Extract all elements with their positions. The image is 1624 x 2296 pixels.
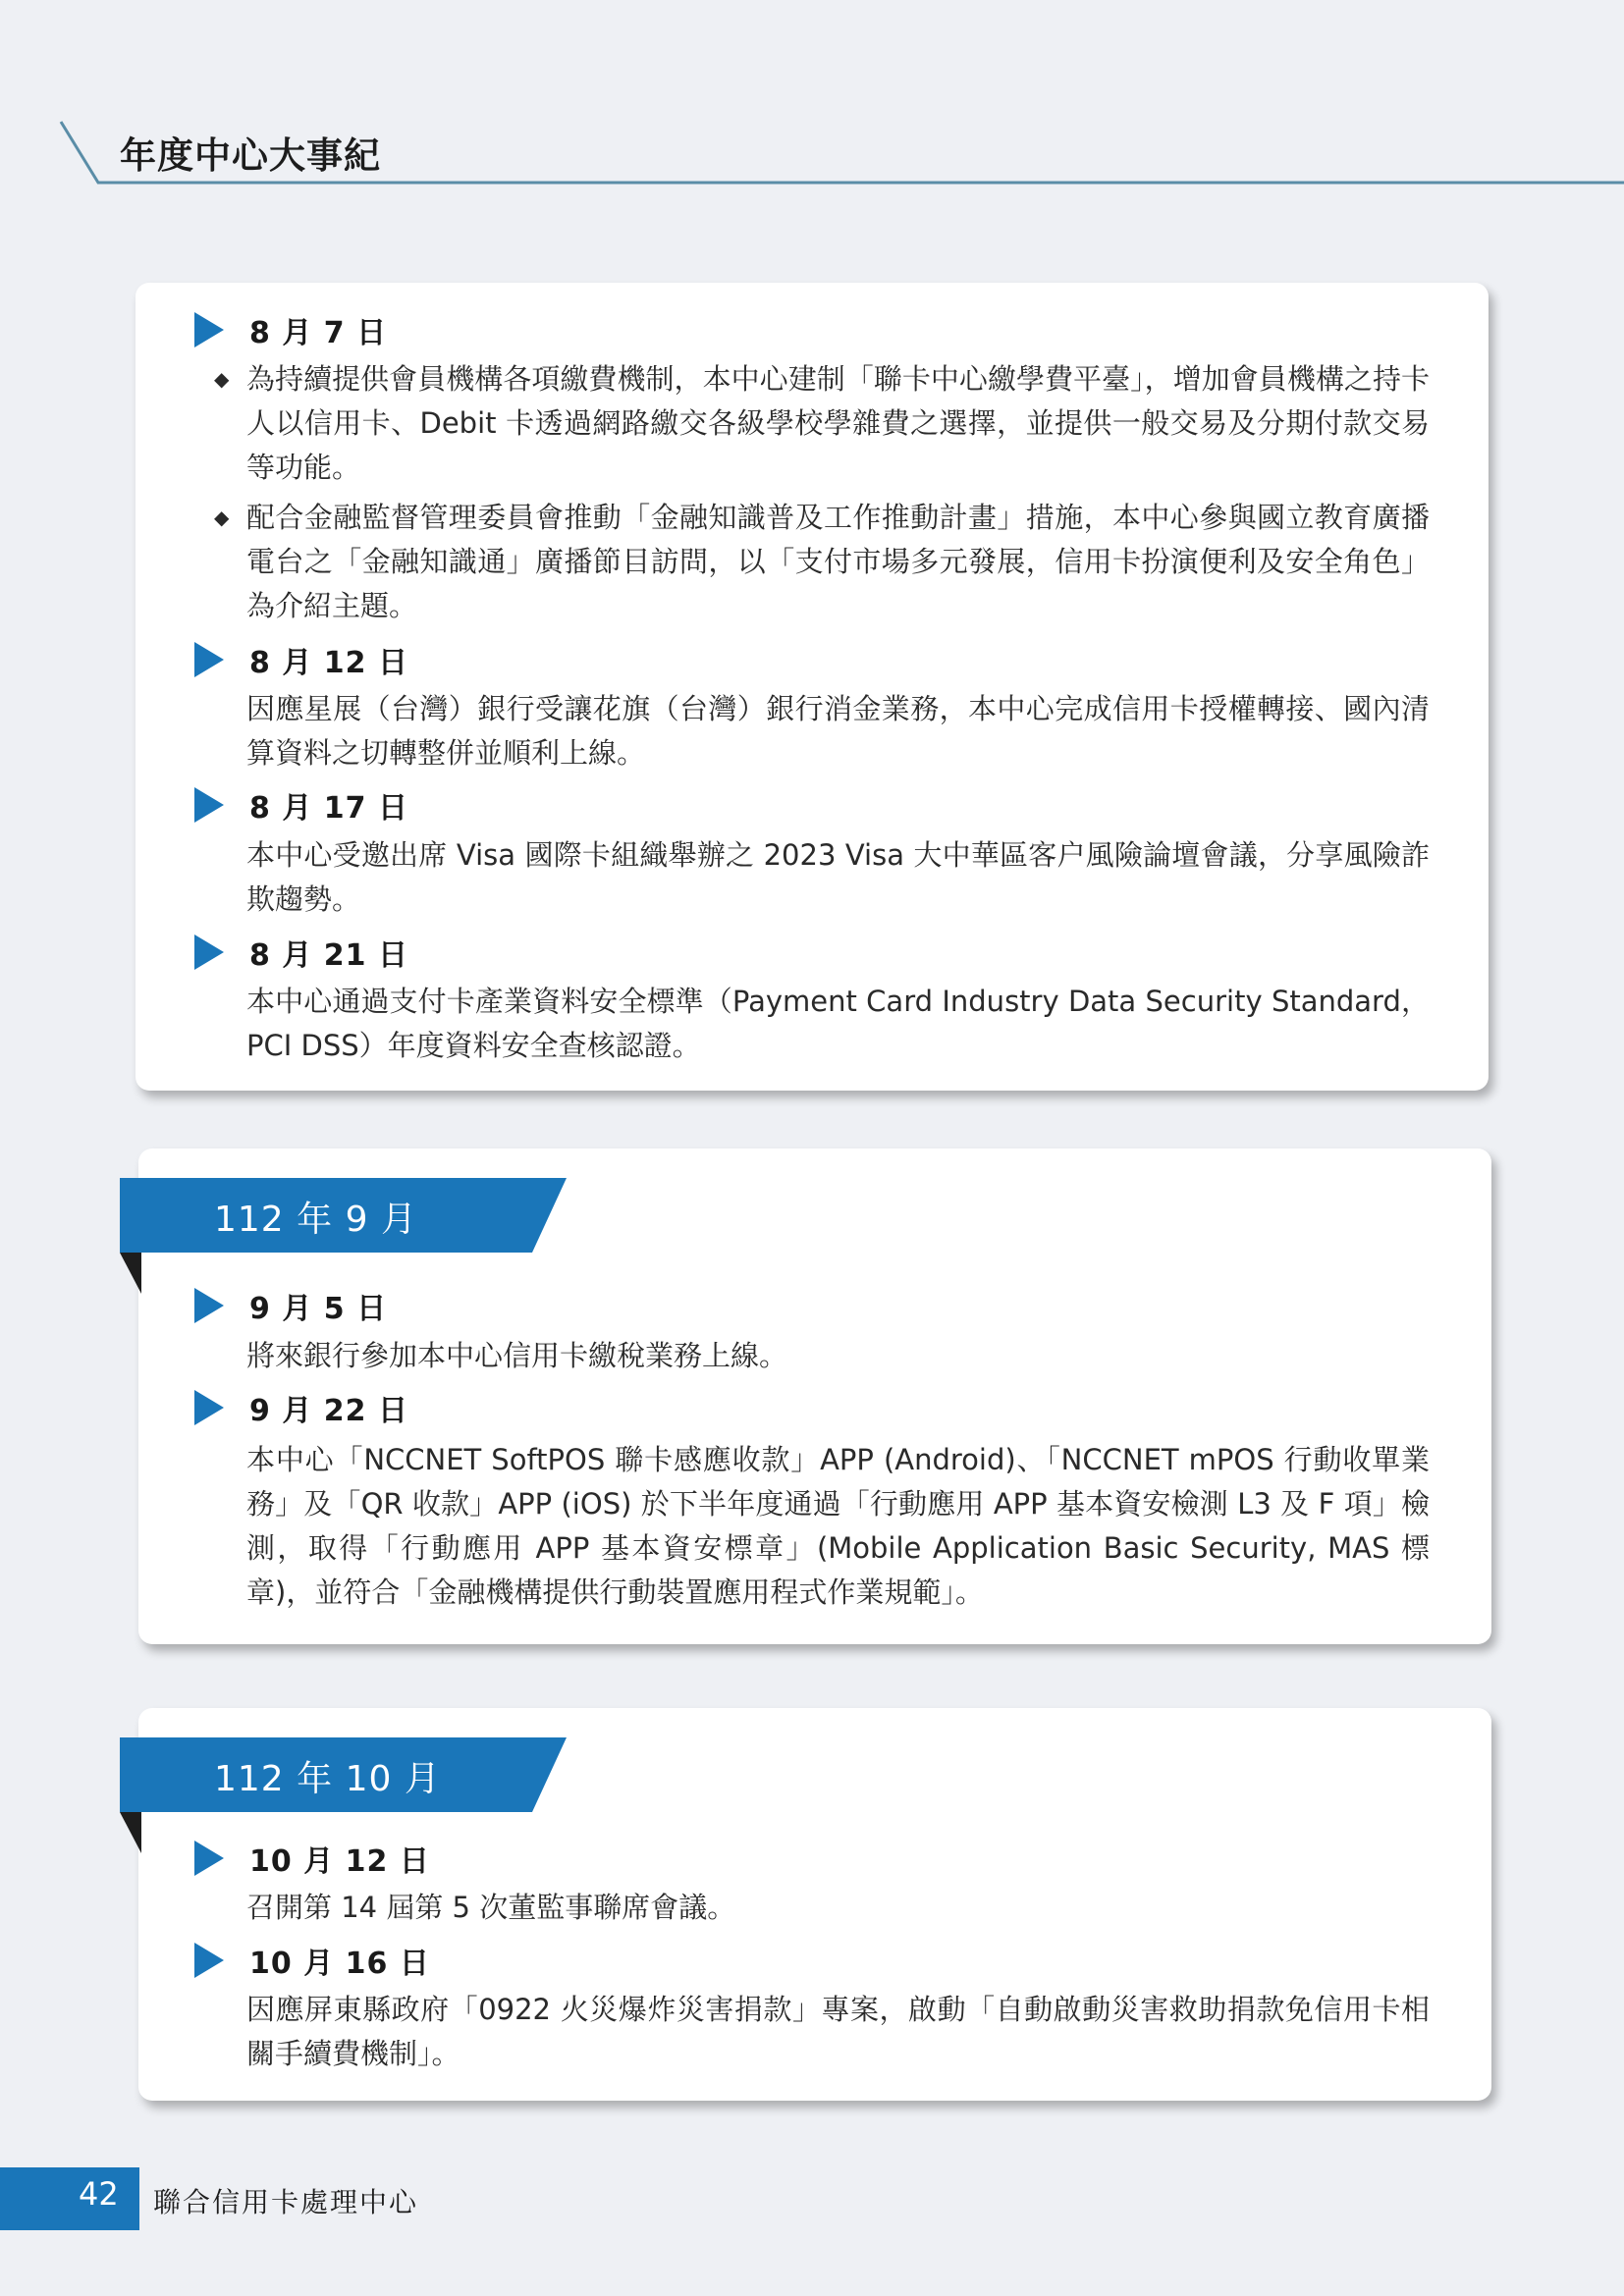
entry-date: 8 月 12 日 — [249, 646, 408, 680]
month-label: 112 年 10 月 — [214, 1759, 441, 1799]
triangle-bullet-icon — [194, 312, 224, 347]
diamond-bullet-icon: ◆ — [214, 506, 230, 529]
page-number: 42 — [79, 2175, 119, 2213]
triangle-bullet-icon — [194, 642, 224, 677]
entry-sep22-heading — [194, 1388, 408, 1427]
entry-aug17-heading — [194, 785, 408, 825]
entry-text: 本中心「NCCNET SoftPOS 聯卡感應收款」APP (Android)、「NCCNET mPOS 行動收單業務」及「QR 收款」APP (iOS) 於下半年度通過「行動應用 APP 基本資安檢測 L3 及 F 項」檢測，取得「行動應用 APP 基本資安標章」(Mobile Application Basic Security, MAS 標章)，並符合「金融機構提供行動裝置應用程式作業規範」。 — [246, 1443, 1430, 1609]
entry-date: 9 月 5 日 — [249, 1292, 388, 1326]
entry-oct16-heading — [194, 1941, 430, 1980]
triangle-bullet-icon — [194, 934, 224, 970]
bullet-text: 配合金融監督管理委員會推動「金融知識普及工作推動計畫」措施，本中心參與國立教育廣播電台之「金融知識通」廣播節目訪問，以「支付市場多元發展，信用卡扮演便利及安全角色」為介紹主題。 — [246, 501, 1430, 622]
entry-text: 召開第 14 屆第 5 次董監事聯席會議。 — [246, 1891, 736, 1924]
triangle-bullet-icon — [194, 1288, 224, 1323]
entry-date: 10 月 16 日 — [249, 1947, 430, 1981]
entry-text: 本中心受邀出席 Visa 國際卡組織舉辦之 2023 Visa 大中華區客户風險論壇會議，分享風險詐欺趨勢。 — [246, 838, 1430, 916]
entry-date: 8 月 17 日 — [249, 791, 408, 826]
diamond-bullet-icon: ◆ — [214, 367, 230, 391]
month-banner-september — [120, 1178, 571, 1268]
entry-date: 9 月 22 日 — [249, 1394, 408, 1428]
entry-text: 將來銀行參加本中心信用卡繳稅業務上線。 — [246, 1339, 788, 1372]
entry-text: 因應屏東縣政府「0922 火災爆炸災害捐款」專案，啟動「自動啟動災害救助捐款免信用卡相關手續費機制」。 — [246, 1993, 1430, 2070]
month-label: 112 年 9 月 — [214, 1200, 417, 1240]
entry-date: 10 月 12 日 — [249, 1844, 430, 1879]
entry-aug21-heading — [194, 933, 408, 972]
bullet-text: 為持續提供會員機構各項繳費機制，本中心建制「聯卡中心繳學費平臺」，增加會員機構之持卡人以信用卡、Debit 卡透過網路繳交各級學校學雜費之選擇，並提供一般交易及分期付款交易等功能。 — [246, 362, 1430, 484]
entry-aug12-heading — [194, 640, 408, 679]
entry-text: 本中心通過支付卡產業資料安全標準（Payment Card Industry Data Security Standard，PCI DSS）年度資料安全查核認證。 — [246, 985, 1430, 1062]
entry-aug7-heading — [194, 310, 387, 349]
triangle-bullet-icon — [194, 787, 224, 823]
entry-text: 因應星展（台灣）銀行受讓花旗（台灣）銀行消金業務，本中心完成信用卡授權轉接、國內清算資料之切轉整併並順利上線。 — [246, 692, 1430, 770]
footer-organization: 聯合信用卡處理中心 — [153, 2186, 419, 2218]
entry-date: 8 月 21 日 — [249, 938, 408, 973]
list-item — [214, 357, 1430, 490]
entry-sep5-heading — [194, 1286, 387, 1325]
triangle-bullet-icon — [194, 1841, 224, 1876]
triangle-bullet-icon — [194, 1390, 224, 1425]
list-item — [214, 496, 1430, 628]
page-title: 年度中心大事紀 — [120, 134, 381, 177]
month-banner-october — [120, 1737, 571, 1828]
page-header — [0, 0, 1624, 196]
entry-date: 8 月 7 日 — [249, 316, 388, 350]
entry-oct12-heading — [194, 1839, 430, 1878]
triangle-bullet-icon — [194, 1943, 224, 1978]
